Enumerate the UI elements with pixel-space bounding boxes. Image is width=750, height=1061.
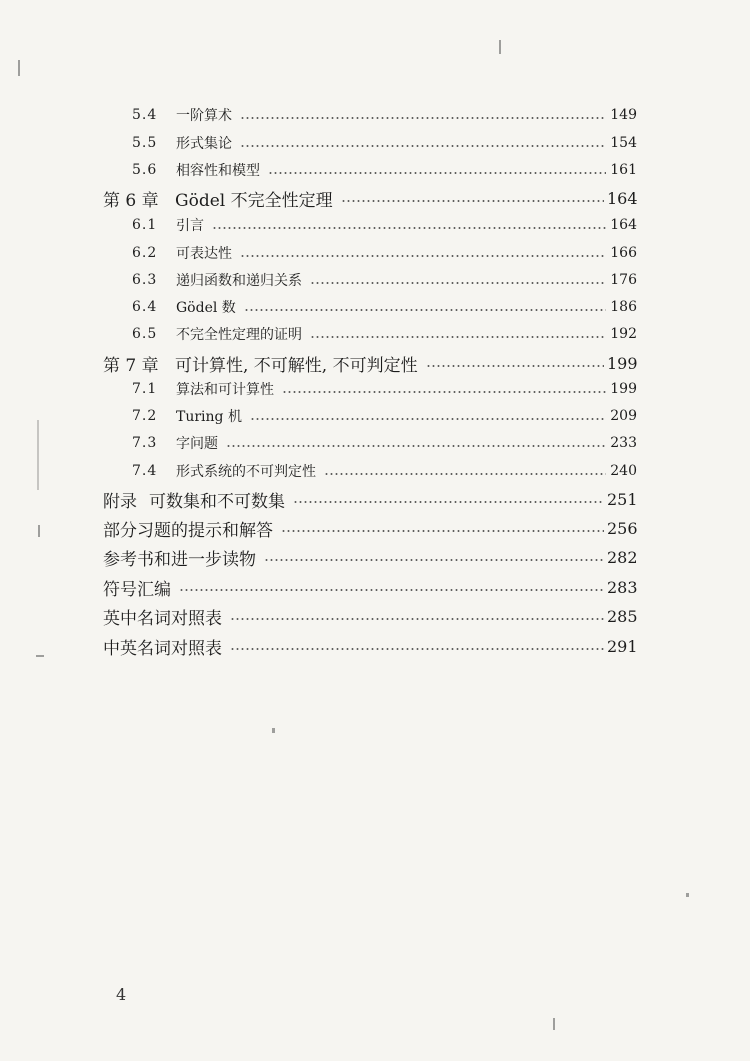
dot-leader (310, 336, 606, 338)
back-matter-page: 256 (607, 518, 638, 538)
toc-entry-page: 176 (610, 272, 637, 288)
dot-leader (240, 117, 606, 119)
dot-leader (293, 501, 604, 503)
scan-speck (272, 728, 275, 733)
page-number: 4 (116, 985, 127, 1004)
chapter-title: 可计算性, 不可解性, 不可判定性 (175, 355, 418, 376)
dot-leader (426, 365, 604, 367)
toc-entry (132, 102, 637, 128)
dot-leader (212, 227, 606, 229)
toc-entry-number: 7.3 (132, 435, 158, 451)
toc-appendix (103, 486, 637, 512)
toc-entry-title: 不完全性定理的证明 (176, 327, 302, 343)
toc-entry-title: 一阶算术 (176, 108, 232, 124)
back-matter-title: 部分习题的提示和解答 (103, 520, 273, 541)
scan-speck (499, 40, 501, 54)
toc-entry-page: 192 (610, 326, 637, 342)
dot-leader (226, 445, 606, 447)
dot-leader (230, 648, 604, 650)
toc-entry-number: 6.2 (132, 245, 158, 261)
dot-leader (310, 282, 606, 284)
scan-speck (18, 60, 20, 76)
toc-back-matter (103, 544, 637, 570)
toc-entry-title: 字问题 (176, 436, 218, 452)
dot-leader (230, 618, 604, 620)
chapter-title: Gödel 不完全性定理 (175, 190, 333, 211)
appendix-label: 附录 (103, 491, 137, 512)
back-matter-title: 符号汇编 (103, 579, 171, 600)
toc-entry-page: 240 (610, 463, 637, 479)
back-matter-page: 291 (607, 636, 638, 656)
toc-entry-page: 199 (610, 381, 637, 397)
scan-speck (38, 525, 40, 537)
dot-leader (324, 473, 606, 475)
back-matter-page: 282 (607, 547, 638, 567)
toc-entry-page: 186 (610, 299, 637, 315)
scan-speck (37, 420, 39, 490)
toc-entry-number: 7.2 (132, 408, 158, 424)
scan-speck (686, 893, 689, 897)
chapter-number: 第 7 章 (103, 355, 159, 376)
dot-leader (264, 559, 604, 561)
toc-entry-number: 5.5 (132, 135, 158, 151)
scan-speck (36, 655, 44, 657)
dot-leader (281, 530, 604, 532)
toc-entry (132, 130, 637, 156)
toc-entry (132, 157, 637, 183)
back-matter-title: 中英名词对照表 (103, 638, 222, 659)
toc-entry-title: 形式系统的不可判定性 (176, 464, 316, 480)
toc-chapter (103, 350, 637, 376)
toc-entry-number: 6.4 (132, 299, 158, 315)
toc-entry-page: 161 (610, 162, 637, 178)
toc-entry-title: 形式集论 (176, 136, 232, 152)
toc-entry-number: 7.1 (132, 381, 158, 397)
toc-back-matter (103, 574, 637, 600)
toc-entry-number: 6.3 (132, 272, 158, 288)
dot-leader (240, 255, 606, 257)
toc-entry (132, 321, 637, 347)
toc-entry-number: 5.4 (132, 107, 158, 123)
toc-entry-number: 6.5 (132, 326, 158, 342)
chapter-number: 第 6 章 (103, 190, 159, 211)
dot-leader (250, 418, 606, 420)
toc-entry-page: 166 (610, 245, 637, 261)
toc-entry (132, 267, 637, 293)
dot-leader (240, 145, 606, 147)
dot-leader (179, 589, 604, 591)
toc-back-matter (103, 633, 637, 659)
toc-entry-page: 233 (610, 435, 637, 451)
dot-leader (268, 172, 606, 174)
toc-entry-page: 149 (610, 107, 637, 123)
toc-chapter (103, 185, 637, 211)
toc-entry (132, 376, 637, 402)
toc-entry (132, 240, 637, 266)
toc-entry-number: 6.1 (132, 217, 158, 233)
dot-leader (282, 391, 606, 393)
toc-entry-title: 递归函数和递归关系 (176, 273, 302, 289)
chapter-page: 164 (607, 188, 638, 208)
toc-entry-page: 154 (610, 135, 637, 151)
toc-entry-number: 7.4 (132, 463, 158, 479)
scan-speck (553, 1018, 555, 1030)
back-matter-title: 英中名词对照表 (103, 608, 222, 629)
toc-entry (132, 430, 637, 456)
toc-entry-page: 164 (610, 217, 637, 233)
toc-entry-title: 引言 (176, 218, 204, 234)
toc-back-matter (103, 515, 637, 541)
toc-entry (132, 212, 637, 238)
dot-leader (341, 200, 604, 202)
toc-entry (132, 294, 637, 320)
toc-entry (132, 458, 637, 484)
toc-entry-title: Turing 机 (176, 409, 242, 425)
dot-leader (244, 309, 606, 311)
back-matter-page: 285 (607, 606, 638, 626)
toc-entry (132, 403, 637, 429)
appendix-title: 可数集和不可数集 (149, 491, 285, 512)
back-matter-title: 参考书和进一步读物 (103, 549, 256, 570)
toc-entry-number: 5.6 (132, 162, 158, 178)
toc-entry-title: 可表达性 (176, 246, 232, 262)
toc-back-matter (103, 603, 637, 629)
toc-entry-title: 算法和可计算性 (176, 382, 274, 398)
chapter-page: 199 (607, 353, 638, 373)
appendix-page: 251 (607, 489, 638, 509)
toc-entry-title: 相容性和模型 (176, 163, 260, 179)
back-matter-page: 283 (607, 577, 638, 597)
toc-entry-title: Gödel 数 (176, 300, 236, 316)
toc-entry-page: 209 (610, 408, 637, 424)
